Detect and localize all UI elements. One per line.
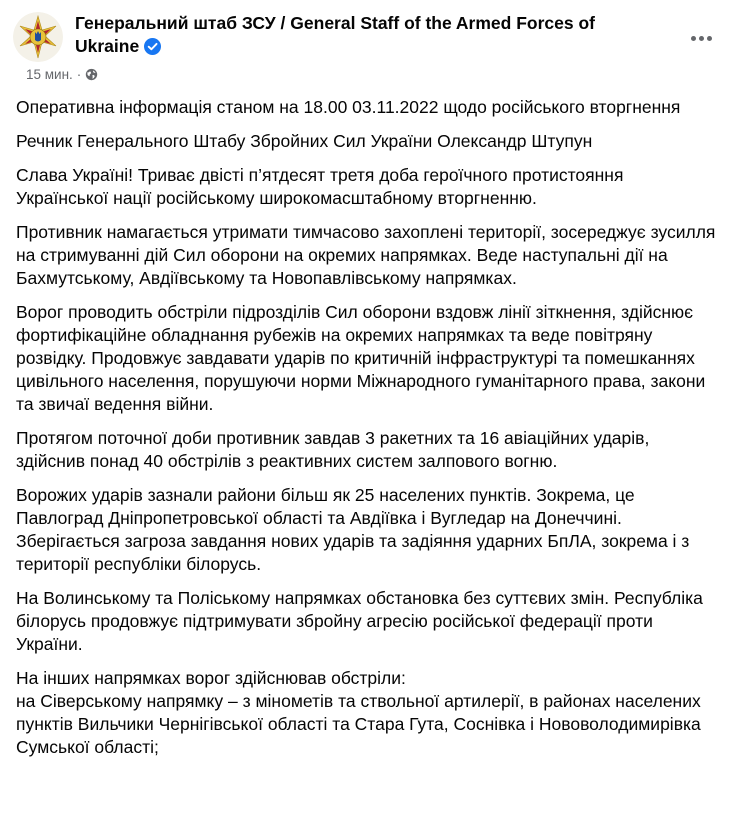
page-avatar[interactable]: [13, 12, 63, 62]
post-meta: [26, 66, 98, 84]
verified-badge-icon: [144, 38, 161, 55]
post-paragraph: Противник намагається утримати тимчасово захоплені території, зосереджує зусилля на стримуванні дій Сил оборони на окремих напрямках. Веде наступальні дії на Бахмутському, Авдіївському та Новопавлівському напрямках.: [16, 222, 716, 288]
more-dot: [691, 36, 696, 41]
page-name[interactable]: Генеральний штаб ЗСУ / General Staff of the Armed Forces of Ukraine: [75, 13, 595, 56]
post-paragraph: Слава Україні! Триває двісті п’ятдесят третя доба героїчного протистояння Української нації російському широкомасштабному вторгненню.: [16, 165, 624, 208]
post-header: [13, 12, 719, 88]
more-options-button[interactable]: [683, 20, 719, 56]
post-paragraph: Протягом поточної доби противник завдав 3 ракетних та 16 авіаційних ударів, здійснив понад 40 обстрілів з реактивних систем залпового вогню.: [16, 428, 650, 471]
post-line: На інших напрямках ворог здійснював обстріли:: [16, 668, 406, 688]
globe-icon[interactable]: [85, 68, 98, 81]
post-line: на Сіверському напрямку – з мінометів та ствольної артилерії, в районах населених пунктів Вильчики Чернігівської області та Стара Гута, Соснівка і Нововолодимирівка Сумської області;: [16, 691, 701, 757]
post-paragraph: Речник Генерального Штабу Збройних Сил України Олександр Штупун: [16, 131, 593, 151]
post-paragraph: На Волинському та Поліському напрямках обстановка без суттєвих змін. Республіка білорусь продовжує підтримувати збройну агресію російської федерації проти України.: [16, 588, 703, 654]
post-paragraph: Ворог проводить обстріли підрозділів Сил оборони вздовж лінії зіткнення, здійснює фортифікаційне обладнання рубежів на окремих напрямках та веде повітряну розвідку. Продовжує завдавати ударів по критичній інфраструктурі та помешканнях цивільного населення, порушуючи норми Міжнародного гуманітарного права, закони та звичаї ведення війни.: [16, 302, 706, 414]
post-author-block: [75, 12, 645, 58]
general-staff-emblem-icon: [13, 12, 63, 62]
more-dot: [707, 36, 712, 41]
post-timestamp[interactable]: 15 мин.: [26, 67, 73, 82]
post-paragraph-last: [16, 667, 720, 759]
post-text: [16, 96, 720, 770]
more-dot: [699, 36, 704, 41]
meta-separator: ·: [76, 67, 82, 82]
post-paragraph: Оперативна інформація станом на 18.00 03.11.2022 щодо російського вторгнення: [16, 97, 681, 117]
page-name-link[interactable]: [75, 12, 645, 58]
post-paragraph: Ворожих ударів зазнали райони більш як 25 населених пунктів. Зокрема, це Павлоград Дніпропетровської області та Авдіївка і Вугледар на Донеччині. Зберігається загроза завдання нових ударів та задіяння ударних БпЛА, зокрема і з території республіки білорусь.: [16, 485, 690, 574]
